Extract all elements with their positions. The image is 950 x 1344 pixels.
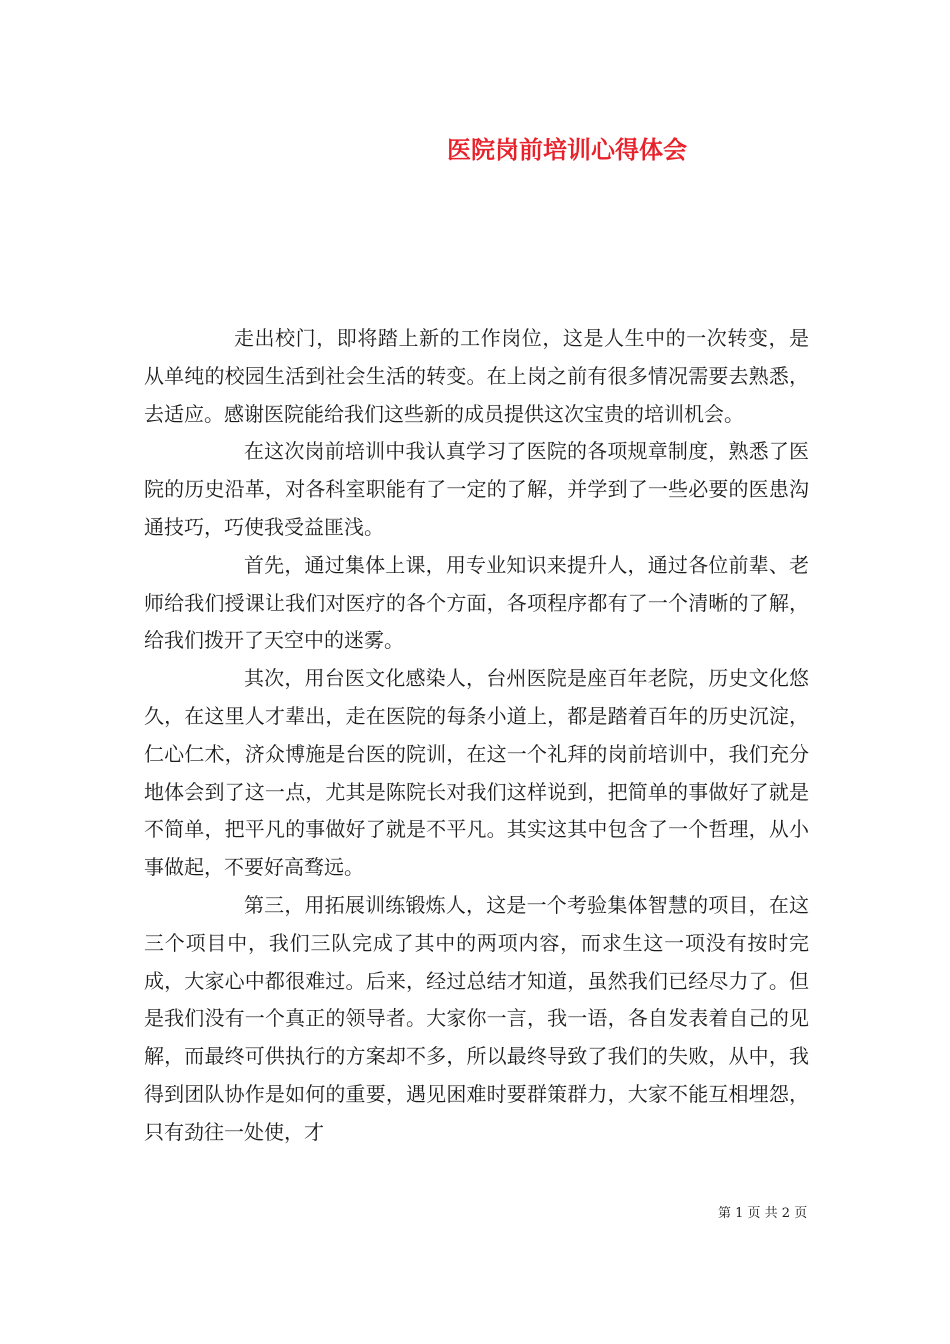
paragraph-third-point: 第三，用拓展训练锻炼人，这是一个考验集体智慧的项目，在这三个项目中，我们三队完成了其中的两项内容，而求生这一项没有按时完成，大家心中都很难过。后来，经过总结才知道，虽然我们已经尽力了。但是我们没有一个真正的领导者。大家你一言，我一语，各自发表着自己的见解，而最终可供执行的方案却不多，所以最终导致了我们的失败，从中，我得到团队协作是如何的重要，遇见困难时要群策群力，大家不能互相埋怨，只有劲往一处使，才	[144, 892, 809, 1144]
page-footer	[718, 1205, 807, 1223]
document-title: 医院岗前培训心得体会	[447, 135, 687, 164]
paragraph-first-point: 首先，通过集体上课，用专业知识来提升人，通过各位前辈、老师给我们授课让我们对医疗的各个方面，各项程序都有了一个清晰的了解，给我们拨开了天空中的迷雾。	[144, 552, 809, 653]
document-body	[144, 320, 809, 1152]
paragraph-second-point: 其次，用台医文化感染人，台州医院是座百年老院，历史文化悠久，在这里人才辈出，走在医院的每条小道上，都是踏着百年的历史沉淀，仁心仁术，济众博施是台医的院训，在这一个礼拜的岗前培训中，我们充分地体会到了这一点，尤其是陈院长对我们这样说到，把简单的事做好了就是不简单，把平凡的事做好了就是不平凡。其实这其中包含了一个哲理，从小事做起，不要好高骛远。	[144, 666, 809, 880]
paragraph-training-content: 在这次岗前培训中我认真学习了医院的各项规章制度，熟悉了医院的历史沿革，对各科室职能有了一定的了解，并学到了一些必要的医患沟通技巧，巧使我受益匪浅。	[144, 439, 809, 539]
page-number-label: 第 1 页 共 2 页	[718, 1206, 808, 1221]
paragraph-intro: 走出校门，即将踏上新的工作岗位，这是人生中的一次转变，是从单纯的校园生活到社会生活的转变。在上岗之前有很多情况需要去熟悉，去适应。感谢医院能给我们这些新的成员提供这次宝贵的培训机会。	[144, 326, 809, 426]
